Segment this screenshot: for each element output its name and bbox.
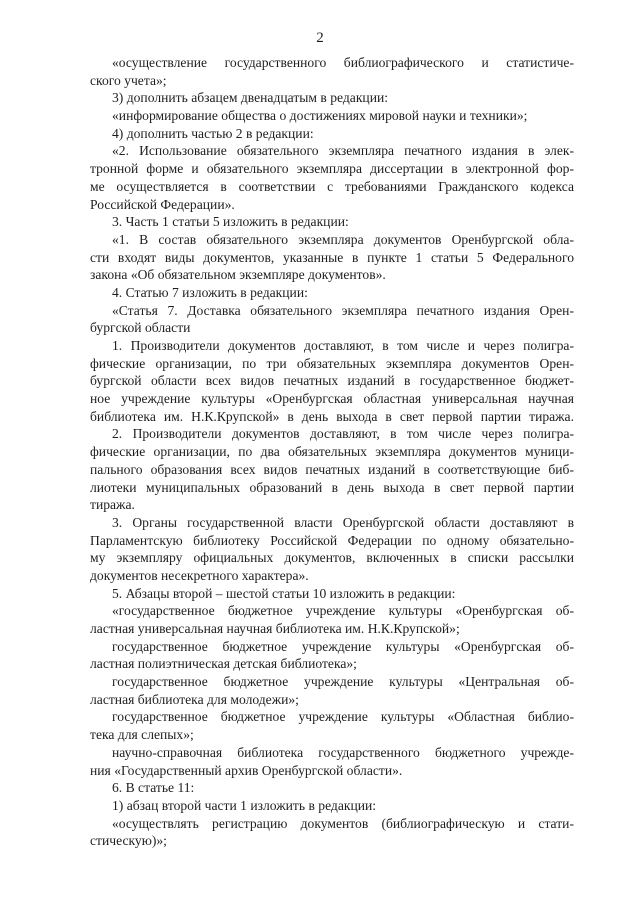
text-line: ского учета»; xyxy=(90,72,167,88)
text-line: лиотеки муниципальных образований в день выхода в свет первой партии xyxy=(90,479,574,495)
text-line: ме осуществляется в соответствии с требованиями Гражданского кодекса xyxy=(90,178,574,194)
text-line: 1) абзац второй части 1 изложить в редакции: xyxy=(112,797,377,813)
text-line: ластная библиотека для молодежи»; xyxy=(90,691,299,707)
text-line: сти входят виды документов, указанные в пункте 1 статьи 5 Федерального xyxy=(90,249,574,265)
text-line: 5. Абзацы второй – шестой статьи 10 изложить в редакции: xyxy=(112,585,456,601)
text-line: «информирование общества о достижениях мировой науки и техники»; xyxy=(112,108,528,124)
text-line: ластная универсальная научная библиотека им. Н.К.Крупской»; xyxy=(90,621,460,636)
text-line: бургской области xyxy=(90,320,191,336)
text-line: государственное бюджетное учреждение культуры «Оренбургская об- xyxy=(112,638,574,654)
text-line: бургской области всех видов печатных изданий в государственное бюджет- xyxy=(90,373,574,389)
text-line: документов несекретного характера». xyxy=(90,567,309,583)
text-line: фические организации, по два обязательных экземпляра документов муници- xyxy=(90,444,574,460)
text-line: государственное бюджетное учреждение культуры «Центральная об- xyxy=(112,674,574,690)
body-text xyxy=(90,54,574,850)
text-line: 4) дополнить частью 2 в редакции: xyxy=(112,125,314,141)
text-line: «осуществление государственного библиографического и статистиче- xyxy=(112,55,574,70)
text-line: 1. Производители документов доставляют, в том числе и через полигра- xyxy=(112,338,574,353)
text-line: «1. В состав обязательного экземпляра документов Оренбургской обла- xyxy=(112,231,574,247)
text-line: «Статья 7. Доставка обязательного экземпляра печатного издания Орен- xyxy=(112,302,574,318)
text-line: ния «Государственный архив Оренбургской области». xyxy=(90,762,403,778)
text-line: тиража. xyxy=(90,497,135,513)
text-line: «2. Использование обязательного экземпляра печатного издания в элек- xyxy=(112,143,574,159)
text-line: тека для слепых»; xyxy=(90,727,194,743)
text-line: 6. В статье 11: xyxy=(112,780,195,796)
text-line: Парламентскую библиотеку Российской Федерации по одному обязательно- xyxy=(90,532,574,548)
text-line: 2. Производители документов доставляют, в том числе через полигра- xyxy=(112,426,574,442)
text-line: библиотека им. Н.К.Крупской» в день выхода в свет первой партии тиража. xyxy=(90,408,574,424)
text-line: «государственное бюджетное учреждение культуры «Оренбургская об- xyxy=(112,603,574,619)
text-line: стическую)»; xyxy=(90,833,167,849)
text-line: тронной форме и обязательного экземпляра диссертации в электронной фор- xyxy=(90,161,574,177)
text-line: фические организации, по три обязательных экземпляра документов Орен- xyxy=(90,355,574,371)
text-line: ластная полиэтническая детская библиотека»; xyxy=(90,656,357,672)
text-line: пального образования всех видов печатных изданий в соответствующие биб- xyxy=(90,461,574,477)
text-line: 3) дополнить абзацем двенадцатым в редакции: xyxy=(112,90,389,106)
text-line: государственное бюджетное учреждение культуры «Областная библио- xyxy=(112,709,574,725)
text-line: закона «Об обязательном экземпляре документов». xyxy=(90,267,386,283)
text-line: 4. Статью 7 изложить в редакции: xyxy=(112,284,308,300)
text-line: Российской Федерации». xyxy=(90,196,235,212)
text-line: 3. Часть 1 статьи 5 изложить в редакции: xyxy=(112,214,349,230)
text-line: научно-справочная библиотека государственного бюджетного учрежде- xyxy=(112,744,574,760)
text-line: ное учреждение культуры «Оренбургская областная универсальная научная xyxy=(90,391,574,407)
text-line: му экземпляру официальных документов, включенных в списки рассылки xyxy=(90,550,574,566)
text-line: 3. Органы государственной власти Оренбургской области доставляют в xyxy=(112,514,574,530)
page-number: 2 xyxy=(316,30,324,46)
text-line: «осуществлять регистрацию документов (библиографическую и стати- xyxy=(112,815,574,831)
